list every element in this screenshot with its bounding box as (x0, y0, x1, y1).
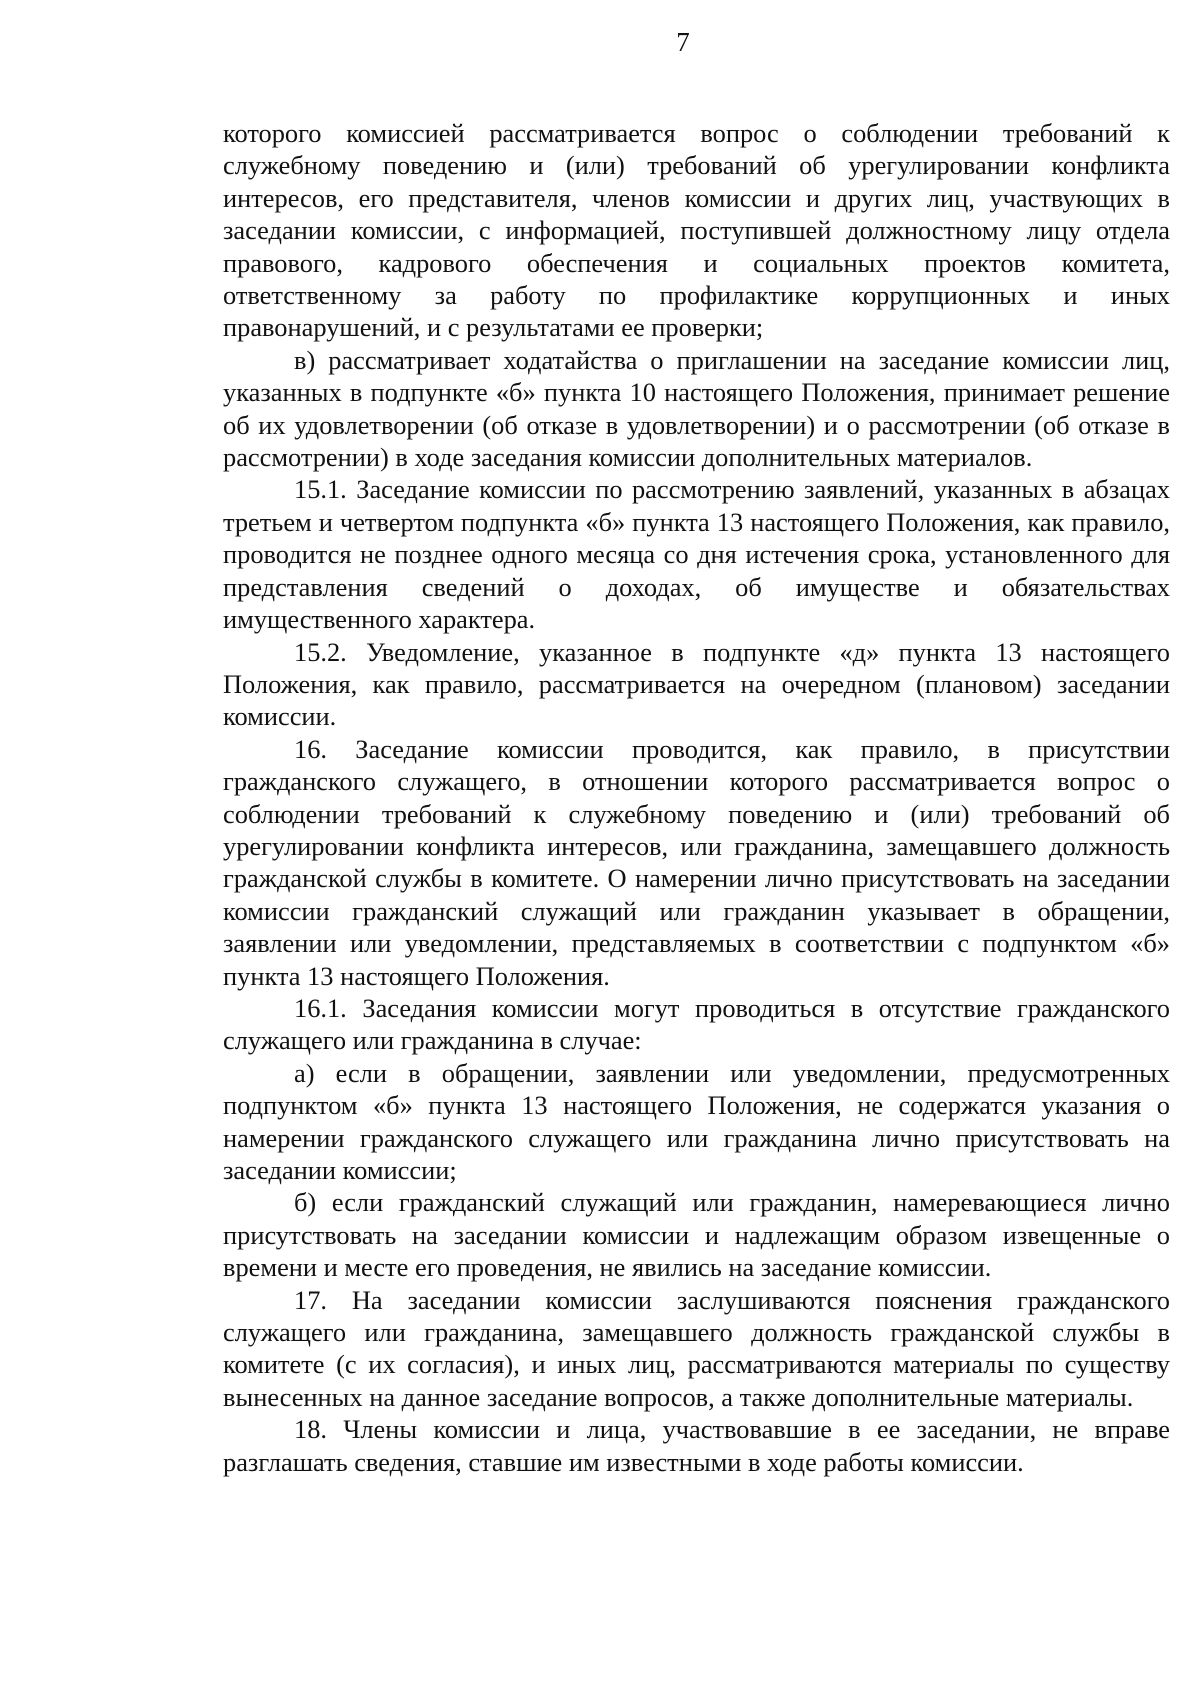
paragraph: 17. На заседании комиссии заслушиваются пояснения гражданского служащего или гражданина, замещавшего должность гражданской службы в комитете (с их согласия), и иных лиц, рассматриваются материалы по существу вынесенных на данное заседание вопросов, а также дополнительные материалы. (223, 1284, 1170, 1412)
paragraph: которого комиссией рассматривается вопрос о соблюдении требований к служебному поведению и (или) требований об урегулировании конфликта интересов, его представителя, членов комиссии и других лиц, участвующих в заседании комиссии, с информацией, поступившей должностному лицу отдела правового, кадрового обеспечения и социальных проектов комитета, ответственному за работу по профилактике коррупционных и иных правонарушений, и с результатами ее проверки; (223, 118, 1170, 343)
paragraph: 16.1. Заседания комиссии могут проводиться в отсутствие гражданского служащего или гражданина в случае: (223, 992, 1170, 1056)
paragraph: 16. Заседание комиссии проводится, как правило, в присутствии гражданского служащего, в отношении которого рассматривается вопрос о соблюдении требований к служебному поведению и (или) требований об урегулировании конфликта интересов, или гражданина, замещавшего должность гражданской службы в комитете. О намерении лично присутствовать на заседании комиссии гражданский служащий или гражданин указывает в обращении, заявлении или уведомлении, представляемых в соответствии с подпунктом «б» пункта 13 настоящего Положения. (223, 733, 1170, 991)
paragraph: 15.2. Уведомление, указанное в подпункте «д» пункта 13 настоящего Положения, как правило, рассматривается на очередном (плановом) заседании комиссии. (223, 636, 1170, 732)
paragraph: а) если в обращении, заявлении или уведомлении, предусмотренных подпунктом «б» пункта 13 настоящего Положения, не содержатся указания о намерении гражданского служащего или гражданина лично присутствовать на заседании комиссии; (223, 1057, 1170, 1185)
page-number: 7 (676, 27, 690, 57)
paragraph: б) если гражданский служащий или гражданин, намеревающиеся лично присутствовать на заседании комиссии и надлежащим образом извещенные о времени и месте его проведения, не явились на заседание комиссии. (223, 1187, 1170, 1283)
paragraph: в) рассматривает ходатайства о приглашении на заседание комиссии лиц, указанных в подпункте «б» пункта 10 настоящего Положения, принимает решение об их удовлетворении (об отказе в удовлетворении) и о рассмотрении (об отказе в рассмотрении) в ходе заседания комиссии дополнительных материалов. (223, 344, 1170, 473)
document-body (223, 117, 1170, 1478)
paragraph: 18. Члены комиссии и лица, участвовавшие в ее заседании, не вправе разглашать сведения, ставшие им известными в ходе работы комиссии. (223, 1414, 1170, 1477)
paragraph: 15.1. Заседание комиссии по рассмотрению заявлений, указанных в абзацах третьем и четвертом подпункта «б» пункта 13 настоящего Положения, как правило, проводится не позднее одного месяца со дня истечения срока, установленного для представления сведений о доходах, об имуществе и обязательствах имущественного характера. (223, 474, 1170, 635)
